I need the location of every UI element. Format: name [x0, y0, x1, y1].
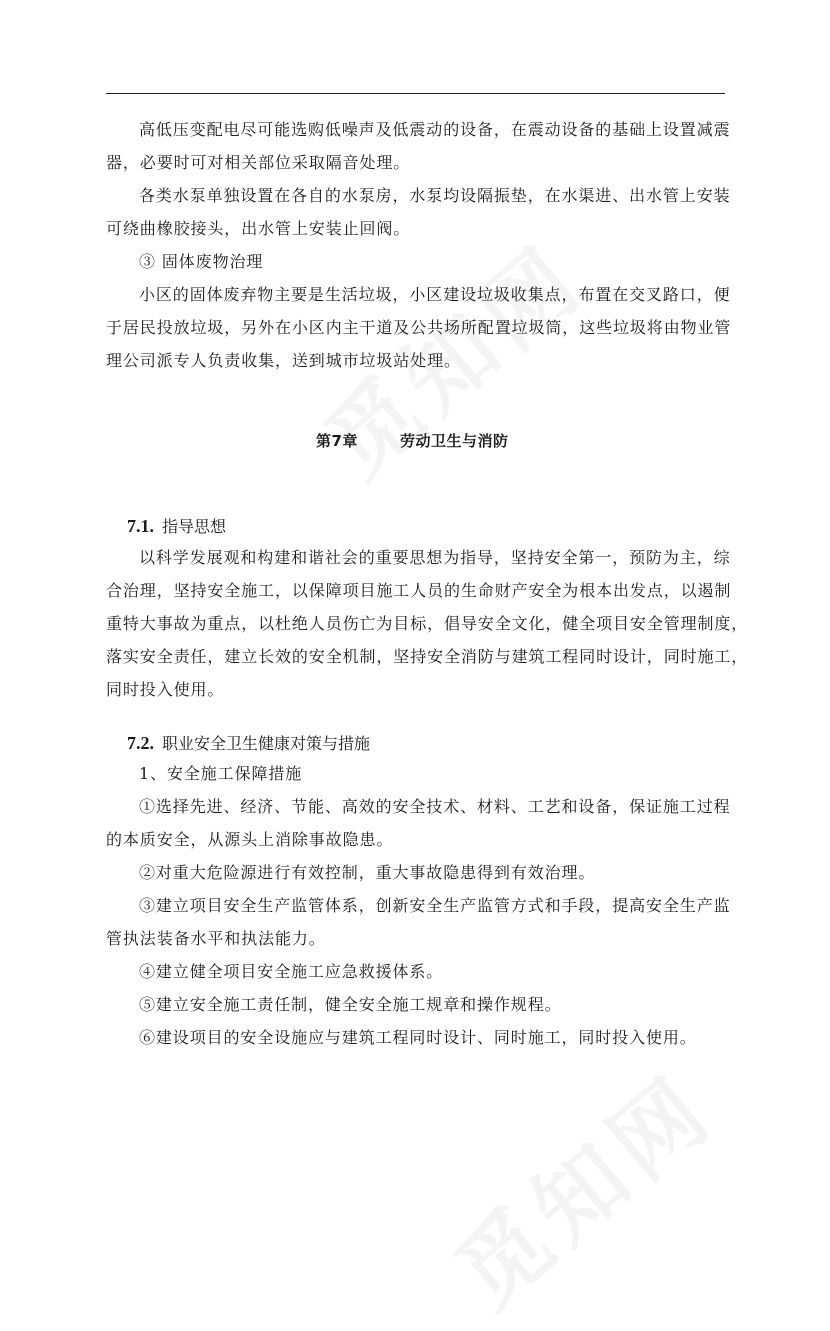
chapter-heading: [316, 430, 508, 451]
list-item-line: ③建立项目安全生产监管体系，创新安全生产监管方式和手段，提高安全生产监: [139, 896, 731, 915]
section-number: 7.1.: [127, 516, 154, 536]
section-heading-7-2: [127, 731, 370, 754]
paragraph-line: 器，必要时可对相关部位采取隔音处理。: [106, 153, 411, 172]
list-item-line: 的本质安全，从源头上消除事故隐患。: [106, 830, 394, 849]
list-item-line: ①选择先进、经济、节能、高效的安全技术、材料、工艺和设备，保证施工过程: [139, 797, 731, 816]
header-rule: [106, 93, 725, 94]
watermark-bottom: [423, 1039, 736, 1331]
list-item: ②对重大危险源进行有效控制，重大事故隐患得到有效治理。: [139, 863, 596, 882]
paragraph-line: 合治理，坚持安全施工，以保障项目施工人员的生命财产安全为根本出发点，以遏制: [106, 581, 732, 600]
paragraph-line: 可绕曲橡胶接头，出水管上安装止回阀。: [106, 219, 411, 238]
chapter-title: 劳动卫生与消防: [399, 432, 509, 450]
section-number: 7.2.: [127, 733, 154, 753]
paragraph-line: 各类水泵单独设置在各自的水泵房，水泵均设隔振垫，在水渠进、出水管上安装: [139, 186, 731, 205]
chapter-number: 第7章: [316, 432, 358, 450]
list-item: ⑥建设项目的安全设施应与建筑工程同时设计、同时施工，同时投入使用。: [139, 1028, 697, 1047]
paragraph-line: 于居民投放垃圾，另外在小区内主干道及公共场所配置垃圾筒，这些垃圾将由物业管: [106, 318, 732, 337]
list-item: ⑤建立安全施工责任制，健全安全施工规章和操作规程。: [139, 995, 562, 1014]
section-title: 指导思想: [162, 517, 227, 536]
subheading-solid-waste: ③ 固体废物治理: [139, 252, 264, 271]
section-heading-7-1: [127, 514, 226, 537]
paragraph-line: 重特大事故为重点，以杜绝人员伤亡为目标，倡导安全文化，健全项目安全管理制度，: [106, 614, 749, 633]
list-item-line: 管执法装备水平和执法能力。: [106, 929, 326, 948]
paragraph-line: 高低压变配电尽可能选购低噪声及低震动的设备，在震动设备的基础上设置减震: [139, 120, 731, 139]
paragraph-line: 以科学发展观和构建和谐社会的重要思想为指导，坚持安全第一，预防为主，综: [139, 548, 731, 567]
paragraph-line: 同时投入使用。: [106, 680, 225, 699]
paragraph-line: 落实安全责任，建立长效的安全机制，坚持安全消防与建筑工程同时设计，同时施工，: [106, 647, 749, 666]
list-item: ④建立健全项目安全施工应急救援体系。: [139, 962, 444, 981]
section-title: 职业安全卫生健康对策与措施: [162, 734, 371, 753]
paragraph-line: 小区的固体废弃物主要是生活垃圾，小区建设垃圾收集点，布置在交叉路口，便: [139, 285, 731, 304]
subheading-safety-measures: 1、安全施工保障措施: [139, 764, 303, 783]
paragraph-line: 理公司派专人负责收集，送到城市垃圾站处理。: [106, 351, 461, 370]
